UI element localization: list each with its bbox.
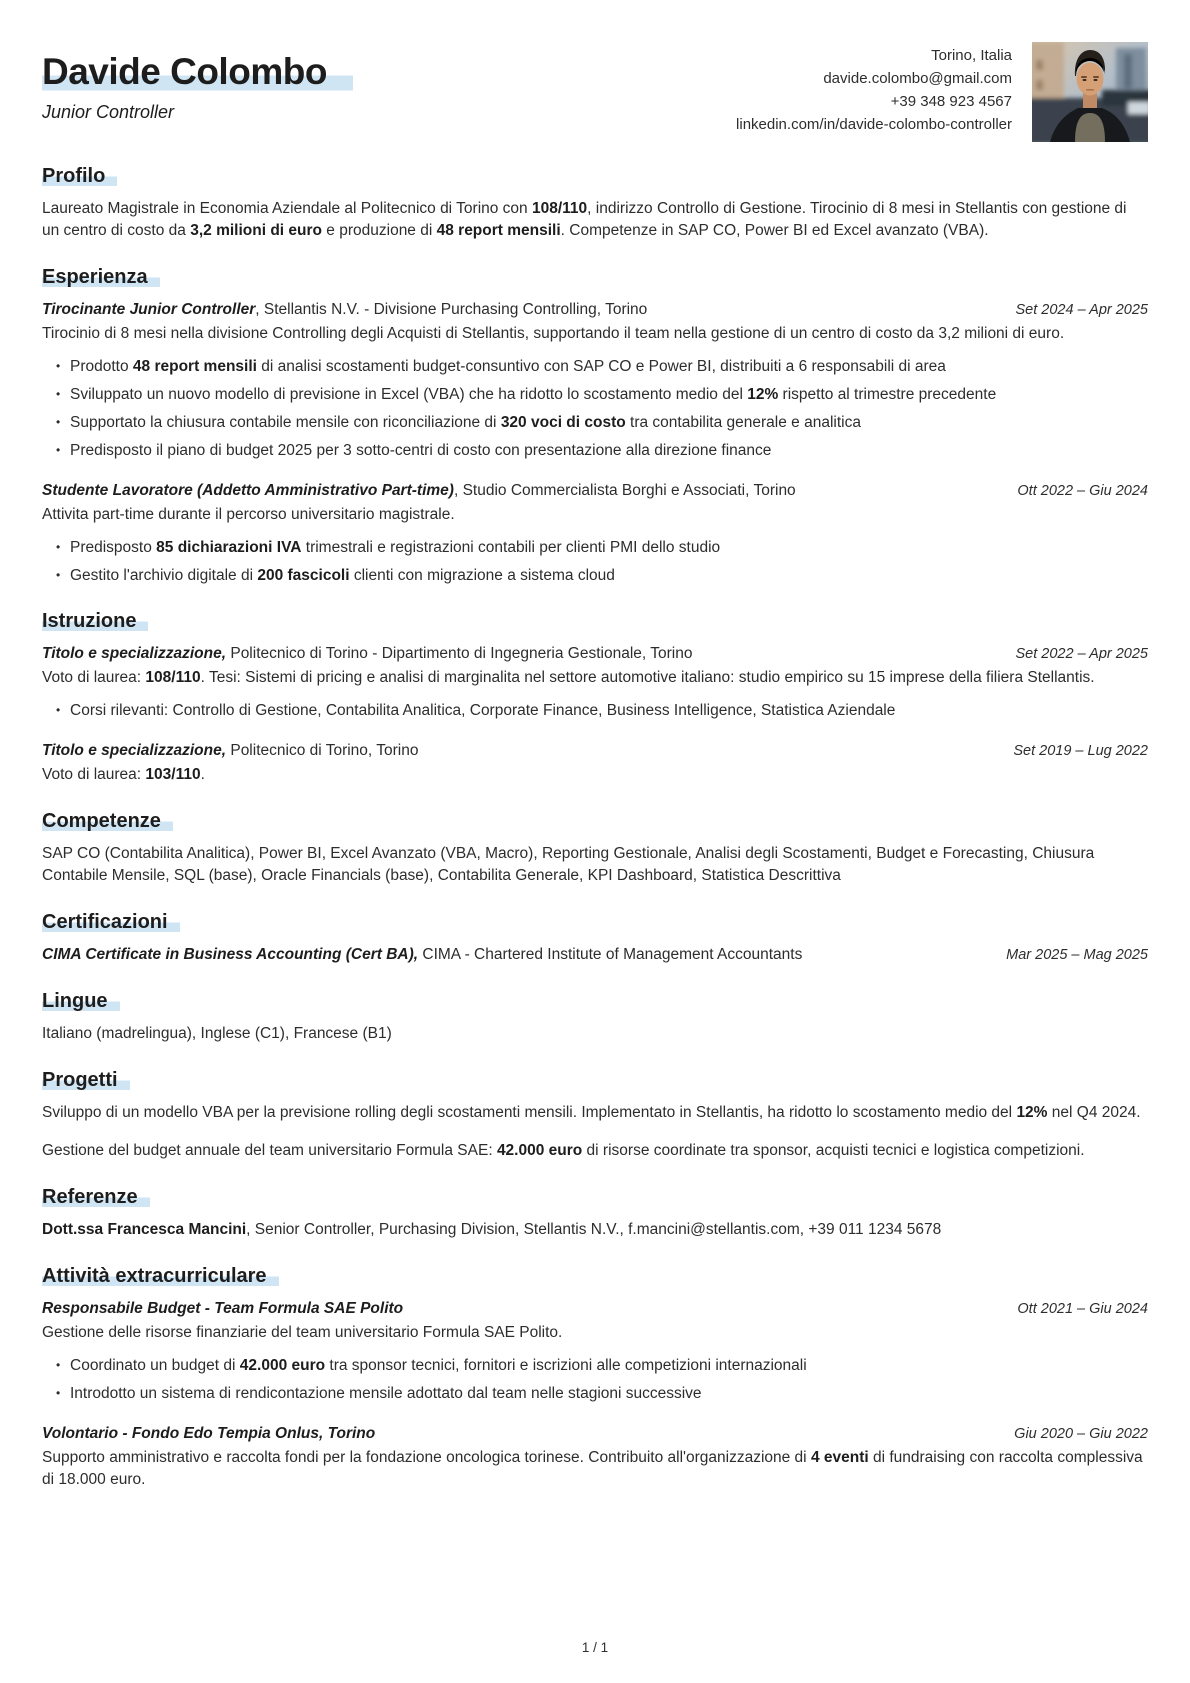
- section-esperienza: [42, 265, 1148, 586]
- entry-summary: Supporto amministrativo e raccolta fondi per la fondazione oncologica torinese. Contribuito all'organizzazione di 4 eventi di fundraising con raccolta complessiva di 18.000 euro.: [42, 1449, 1143, 1488]
- bullet-item: • Supportato la chiusura contabile mensile con riconciliazione di 320 voci di costo tra contabilita generale e analitica: [42, 412, 1148, 433]
- section-heading-text: Attività extracurriculare: [42, 1265, 279, 1287]
- section-profilo: [42, 164, 1148, 242]
- bullet-item: • Predisposto il piano di budget 2025 per 3 sotto-centri di costo con presentazione alla direzione finance: [42, 440, 1148, 461]
- section-heading-text: Progetti: [42, 1069, 130, 1091]
- bullet-item: • Corsi rilevanti: Controllo di Gestione, Contabilita Analitica, Corporate Finance, Business Intelligence, Statistica Aziendale: [42, 700, 1148, 721]
- entry-summary: Voto di laurea: 103/110.: [42, 766, 205, 783]
- entry: [42, 1298, 1148, 1404]
- section-heading-istruzione: [42, 609, 1148, 633]
- entry-title-main: Titolo e specializzazione,: [42, 645, 227, 662]
- bullet-item: • Introdotto un sistema di rendicontazione mensile adottato dal team nelle stagioni successive: [42, 1383, 1148, 1404]
- section-heading-text: Certificazioni: [42, 911, 180, 933]
- entry-subtitle: , Stellantis N.V. - Divisione Purchasing Controlling, Torino: [255, 301, 648, 318]
- job-title: Junior Controller: [42, 102, 175, 122]
- entry-subtitle: , Studio Commercialista Borghi e Associati, Torino: [453, 482, 796, 499]
- name-text: Davide Colombo: [42, 51, 353, 92]
- entry-title: [42, 944, 802, 966]
- entry-title: [42, 1423, 375, 1445]
- profile-photo-image: [1032, 42, 1148, 142]
- bullet-item: • Sviluppato un nuovo modello di previsione in Excel (VBA) che ha ridotto lo scostamento medio del 12% rispetto al trimestre precedente: [42, 384, 1148, 405]
- entry-head: [42, 480, 1148, 502]
- entry: [42, 740, 1148, 786]
- entry-title-main: Responsabile Budget - Team Formula SAE Polito: [42, 1300, 404, 1317]
- bullet-item: • Predisposto 85 dichiarazioni IVA trimestrali e registrazioni contabili per clienti PMI dello studio: [42, 537, 1148, 558]
- entry-subtitle: Politecnico di Torino, Torino: [226, 742, 419, 759]
- bullet-item: • Coordinato un budget di 42.000 euro tra sponsor tecnici, fornitori e iscrizioni alle competizioni internazionali: [42, 1355, 1148, 1376]
- section-heading-text: Profilo: [42, 165, 117, 187]
- page-footer: [0, 1640, 1190, 1655]
- section-heading-text: Esperienza: [42, 266, 160, 288]
- entry-date: Set 2024 – Apr 2025: [1015, 302, 1148, 318]
- section-heading-text: Lingue: [42, 990, 120, 1012]
- section-competenze: [42, 809, 1148, 887]
- bullet-list: [42, 537, 1148, 586]
- resume-body: [42, 164, 1148, 1491]
- bullet-list: [42, 356, 1148, 461]
- section-heading-esperienza: [42, 265, 1148, 289]
- entry: [42, 944, 1148, 966]
- section-heading-profilo: [42, 164, 1148, 188]
- entry-date: Giu 2020 – Giu 2022: [1014, 1426, 1148, 1442]
- entry-head: [42, 299, 1148, 321]
- entry-date: Set 2019 – Lug 2022: [1013, 743, 1148, 759]
- section-heading-progetti: [42, 1068, 1148, 1092]
- entry-head: [42, 1298, 1148, 1320]
- section-istruzione: [42, 609, 1148, 786]
- section-heading-attivita-extracurriculare: [42, 1264, 1148, 1288]
- page-number: 1 / 1: [581, 1640, 609, 1655]
- section-heading-text: Referenze: [42, 1186, 150, 1208]
- header-identity: [42, 42, 353, 123]
- section-certificazioni: [42, 910, 1148, 966]
- contact-email: davide.colombo@gmail.com: [823, 70, 1012, 87]
- entry-title-main: CIMA Certificate in Business Accounting (Cert BA),: [42, 946, 419, 963]
- contact-linkedin: linkedin.com/in/davide-colombo-controller: [736, 116, 1012, 133]
- bullet-list: [42, 700, 1148, 721]
- entry-title-main: Volontario - Fondo Edo Tempia Onlus, Torino: [42, 1425, 376, 1442]
- entry-title-main: Titolo e specializzazione,: [42, 742, 227, 759]
- profile-photo: [1032, 42, 1148, 142]
- contact-location: Torino, Italia: [931, 47, 1012, 64]
- entry-title: [42, 299, 647, 321]
- section-heading-text: Istruzione: [42, 610, 148, 632]
- section-attivita-extracurriculare: [42, 1264, 1148, 1491]
- entry-summary: Voto di laurea: 108/110. Tesi: Sistemi di pricing e analisi di marginalita nel settore automotive italiano: studio empirico su 15 imprese della filiera Stellantis.: [42, 669, 1095, 686]
- entry-subtitle: Politecnico di Torino - Dipartimento di Ingegneria Gestionale, Torino: [226, 645, 693, 662]
- header-contact-block: [736, 42, 1148, 142]
- entry-summary: Tirocinio di 8 mesi nella divisione Controlling degli Acquisti di Stellantis, supportando il team nella gestione di un centro di costo da 3,2 milioni di euro.: [42, 325, 1065, 342]
- entry: [42, 643, 1148, 721]
- entry-date: Mar 2025 – Mag 2025: [1006, 947, 1148, 963]
- entry-date: Ott 2021 – Giu 2024: [1017, 1301, 1148, 1317]
- entry-subtitle: CIMA - Chartered Institute of Management Accountants: [418, 946, 803, 963]
- paragraph: Laureato Magistrale in Economia Aziendale al Politecnico di Torino con 108/110, indirizzo Controllo di Gestione. Tirocinio di 8 mesi in Stellantis con gestione di un centro di costo da 3,2 milioni di euro e produzione di 48 report mensili. Competenze in SAP CO, Power BI ed Excel avanzato (VBA).: [42, 200, 1127, 239]
- header: [42, 42, 1148, 142]
- section-heading-certificazioni: [42, 910, 1148, 934]
- entry-summary: Gestione delle risorse finanziarie del team universitario Formula SAE Polito.: [42, 1324, 563, 1341]
- entry-head: [42, 740, 1148, 762]
- paragraph: SAP CO (Contabilita Analitica), Power BI, Excel Avanzato (VBA, Macro), Reporting Gestionale, Analisi degli Scostamenti, Budget e Forecasting, Chiusura Contabile Mensile, SQL (base), Oracle Financials (base), Contabilita Generale, KPI Dashboard, Statistica Descrittiva: [42, 845, 1095, 884]
- bullet-item: • Prodotto 48 report mensili di analisi scostamenti budget-consuntivo con SAP CO e Power BI, distribuiti a 6 responsabili di area: [42, 356, 1148, 377]
- entry-head: [42, 1423, 1148, 1445]
- paragraph: Gestione del budget annuale del team universitario Formula SAE: 42.000 euro di risorse coordinate tra sponsor, acquisti tecnici e logistica competizioni.: [42, 1142, 1085, 1159]
- bullet-item: • Gestito l'archivio digitale di 200 fascicoli clienti con migrazione a sistema cloud: [42, 565, 1148, 586]
- section-heading-competenze: [42, 809, 1148, 833]
- entry-title: [42, 740, 418, 762]
- entry-title: [42, 643, 692, 665]
- entry-head: [42, 944, 1148, 966]
- entry-title: [42, 480, 796, 502]
- section-heading-lingue: [42, 989, 1148, 1013]
- bullet-list: [42, 1355, 1148, 1404]
- entry-date: Ott 2022 – Giu 2024: [1017, 483, 1148, 499]
- entry-title-main: Studente Lavoratore (Addetto Amministrativo Part-time): [42, 482, 454, 499]
- entry-date: Set 2022 – Apr 2025: [1015, 646, 1148, 662]
- section-heading-referenze: [42, 1185, 1148, 1209]
- entry: [42, 1423, 1148, 1491]
- paragraph: Italiano (madrelingua), Inglese (C1), Francese (B1): [42, 1025, 392, 1042]
- paragraph: Dott.ssa Francesca Mancini, Senior Controller, Purchasing Division, Stellantis N.V., f.mancini@stellantis.com, +39 011 1234 5678: [42, 1221, 942, 1238]
- contact-phone: +39 348 923 4567: [890, 93, 1012, 110]
- section-lingue: [42, 989, 1148, 1045]
- section-referenze: [42, 1185, 1148, 1241]
- contact-info: [736, 42, 1012, 136]
- entry-title-main: Tirocinante Junior Controller: [42, 301, 256, 318]
- entry: [42, 480, 1148, 586]
- entry-head: [42, 643, 1148, 665]
- entry-title: [42, 1298, 403, 1320]
- page-title: [42, 50, 353, 94]
- paragraph: Sviluppo di un modello VBA per la previsione rolling degli scostamenti mensili. Implementato in Stellantis, ha ridotto lo scostamento medio del 12% nel Q4 2024.: [42, 1104, 1141, 1121]
- entry: [42, 299, 1148, 461]
- section-heading-text: Competenze: [42, 810, 173, 832]
- section-progetti: [42, 1068, 1148, 1162]
- entry-summary: Attivita part-time durante il percorso universitario magistrale.: [42, 506, 455, 523]
